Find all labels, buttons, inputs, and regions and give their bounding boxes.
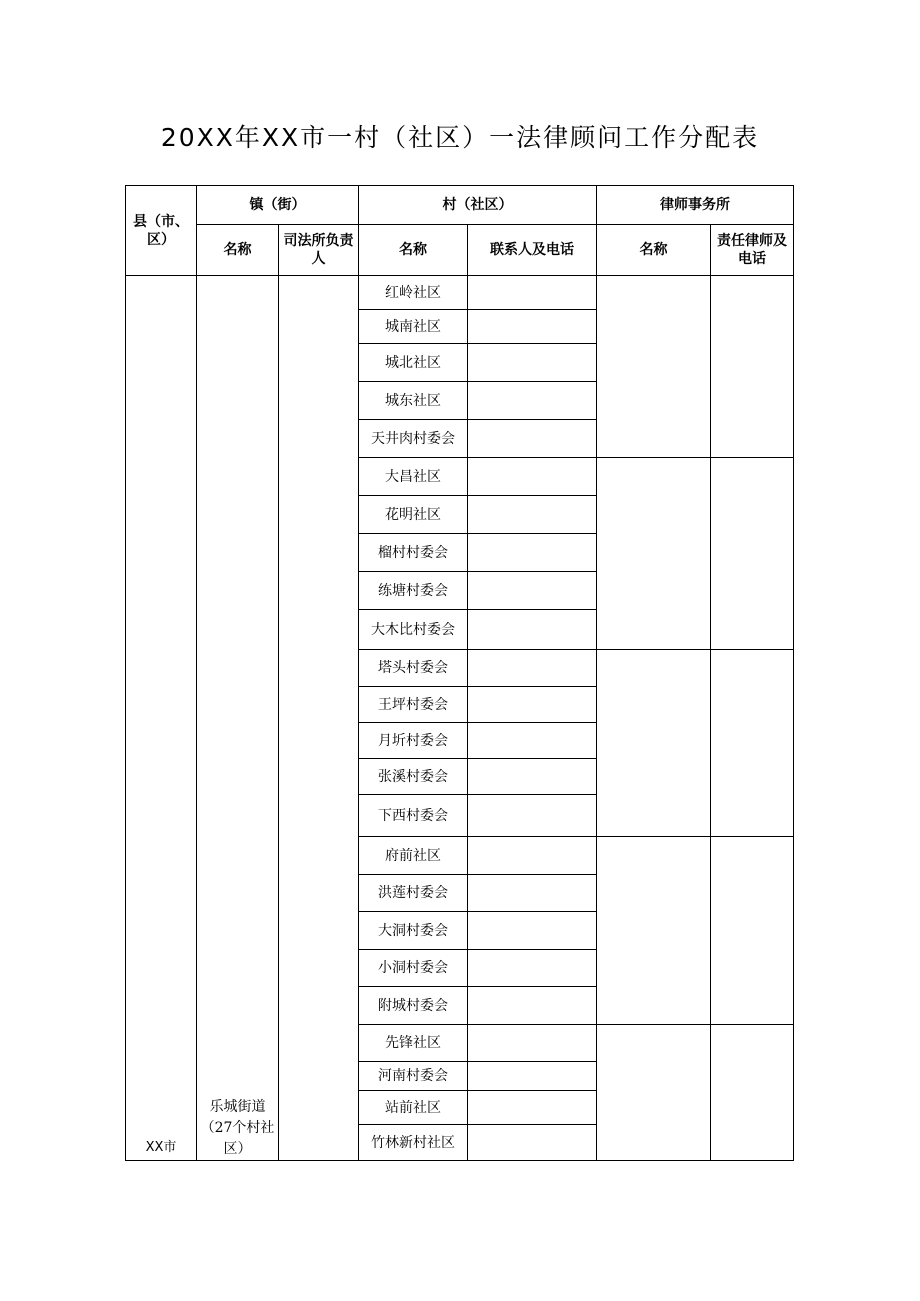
village-name-cell: 月圻村委会 <box>359 723 468 759</box>
firm-name-cell <box>597 276 711 458</box>
village-name-cell: 附城村委会 <box>359 987 468 1025</box>
lawyer-cell <box>711 458 794 650</box>
header-lawyer: 责任律师及电话 <box>711 225 794 276</box>
lawyer-cell <box>711 650 794 837</box>
village-name-cell: 大昌社区 <box>359 458 468 496</box>
village-name-cell: 站前社区 <box>359 1091 468 1125</box>
village-name-cell: 城南社区 <box>359 310 468 344</box>
contact-cell <box>468 875 597 912</box>
village-name-cell: 张溪村委会 <box>359 759 468 795</box>
village-name-cell: 大洞村委会 <box>359 912 468 950</box>
village-name-cell: 塔头村委会 <box>359 650 468 687</box>
contact-cell <box>468 310 597 344</box>
village-name-cell: 城东社区 <box>359 382 468 420</box>
header-contact: 联系人及电话 <box>468 225 597 276</box>
contact-cell <box>468 610 597 650</box>
contact-cell <box>468 687 597 723</box>
page-title: 20XX年XX市一村（社区）一法律顾问工作分配表 <box>160 123 760 152</box>
village-name-cell: 大木比村委会 <box>359 610 468 650</box>
contact-cell <box>468 572 597 610</box>
allocation-table-wrapper <box>125 185 794 1161</box>
county-cell: XX市 <box>126 276 197 1161</box>
contact-cell <box>468 420 597 458</box>
contact-cell <box>468 987 597 1025</box>
village-name-cell: 练塘村委会 <box>359 572 468 610</box>
village-name-cell: 天井肉村委会 <box>359 420 468 458</box>
village-name-cell: 红岭社区 <box>359 276 468 310</box>
contact-cell <box>468 1125 597 1161</box>
allocation-table <box>125 185 794 1161</box>
header-town-name: 名称 <box>197 225 279 276</box>
contact-cell <box>468 759 597 795</box>
contact-cell <box>468 950 597 987</box>
lawyer-cell <box>711 837 794 1025</box>
village-name-cell: 先锋社区 <box>359 1025 468 1062</box>
contact-cell <box>468 837 597 875</box>
village-name-cell: 小洞村委会 <box>359 950 468 987</box>
firm-name-cell <box>597 458 711 650</box>
lawyer-cell <box>711 1025 794 1161</box>
header-village-name: 名称 <box>359 225 468 276</box>
town-cell: 乐城街道（27个村社区） <box>197 276 279 1161</box>
header-village-group: 村（社区） <box>359 186 597 225</box>
firm-name-cell <box>597 650 711 837</box>
village-name-cell: 花明社区 <box>359 496 468 534</box>
firm-name-cell <box>597 837 711 1025</box>
contact-cell <box>468 723 597 759</box>
header-firm-group: 律师事务所 <box>597 186 794 225</box>
header-firm-name: 名称 <box>597 225 711 276</box>
contact-cell <box>468 344 597 382</box>
table-row <box>126 276 794 310</box>
village-name-cell: 城北社区 <box>359 344 468 382</box>
contact-cell <box>468 795 597 837</box>
header-town-group: 镇（街） <box>197 186 359 225</box>
lawyer-cell <box>711 276 794 458</box>
contact-cell <box>468 1025 597 1062</box>
contact-cell <box>468 496 597 534</box>
contact-cell <box>468 382 597 420</box>
header-county: 县（市、区） <box>126 186 197 276</box>
village-name-cell: 王坪村委会 <box>359 687 468 723</box>
village-name-cell: 洪莲村委会 <box>359 875 468 912</box>
village-name-cell: 竹林新村社区 <box>359 1125 468 1161</box>
contact-cell <box>468 458 597 496</box>
firm-name-cell <box>597 1025 711 1161</box>
village-name-cell: 榴村村委会 <box>359 534 468 572</box>
contact-cell <box>468 650 597 687</box>
village-name-cell: 下西村委会 <box>359 795 468 837</box>
village-name-cell: 府前社区 <box>359 837 468 875</box>
contact-cell <box>468 1091 597 1125</box>
village-name-cell: 河南村委会 <box>359 1062 468 1091</box>
contact-cell <box>468 534 597 572</box>
contact-cell <box>468 276 597 310</box>
contact-cell <box>468 912 597 950</box>
contact-cell <box>468 1062 597 1091</box>
justice-head-cell <box>279 276 359 1161</box>
header-justice-head: 司法所负责人 <box>279 225 359 276</box>
